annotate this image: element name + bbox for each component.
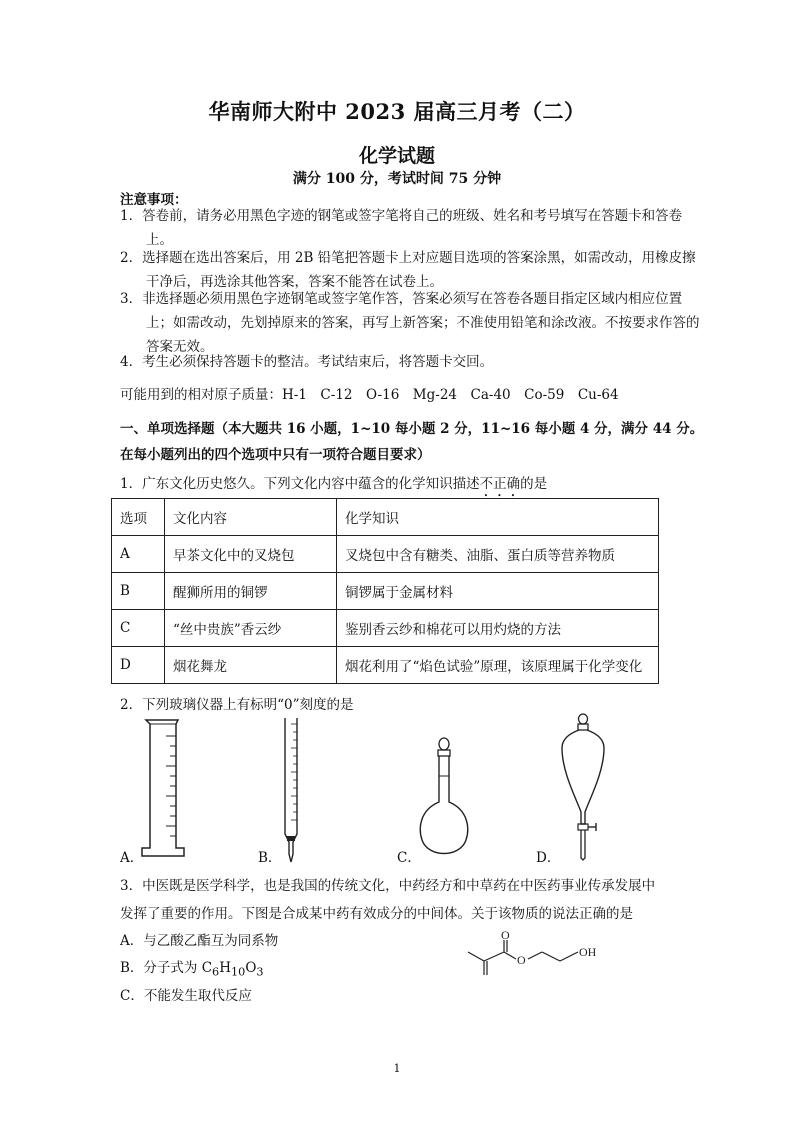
q1-table: [111, 498, 659, 684]
q1-stem-emphasis: 不正确: [479, 476, 521, 492]
notice-item-2: 2．选择题在选出答案后，用 2B 铅笔把答题卡上对应题目选项的答案涂黑，如需改动，用橡皮擦干净后，再选涂其他答案，答案不能答在试卷上。: [120, 250, 696, 290]
ester-oxygen-label: O: [517, 953, 526, 967]
score-line: 满分 100 分，考试时间 75 分钟: [292, 171, 502, 187]
q3-sub-h: 10: [231, 965, 246, 979]
table-header-row: [112, 499, 659, 536]
q2-stem: 2．下列玻璃仪器上有标明“0”刻度的是: [120, 697, 354, 713]
hydroxyl-label: OH: [579, 945, 597, 959]
q2-option-b: B．: [258, 850, 282, 866]
notice-item-4: 4．考生必须保持答题卡的整洁。考试结束后，将答题卡交回。: [120, 354, 494, 370]
q2-option-c: C．: [397, 850, 421, 866]
q3-sub-o: 3: [256, 965, 264, 979]
table-cell: C: [112, 610, 165, 647]
table-header-cell: 化学知识: [337, 499, 659, 536]
table-cell: 早茶文化中的叉烧包: [165, 536, 337, 573]
q3-stem-line1: 3．中医既是医学科学，也是我国的传统文化，中药经方和中草药在中医药事业传承发展中: [120, 878, 656, 894]
q2-option-d: D．: [536, 850, 561, 866]
table-row: [112, 573, 659, 610]
graduated-cylinder-icon: [140, 716, 190, 861]
q1-stem: [120, 472, 547, 500]
atomic-masses: 可能用到的相对原子质量：H-1 C-12 O-16 Mg-24 Ca-40 Co-59 Cu-64: [120, 387, 619, 403]
notice-item-3: 3．非选择题必须用黑色字迹钢笔或签字笔作答，答案必须写在答卷各题目指定区域内相应位置上；如需改动，先划掉原来的答案，再写上新答案；不准使用铅笔和涂改液。不按要求作答的答案无效。: [120, 291, 700, 355]
table-cell: 醒狮所用的铜锣: [165, 573, 337, 610]
q3-option-b-prefix: B．分子式为 C: [120, 960, 213, 976]
table-row: [112, 647, 659, 684]
section-heading-line2: 在每小题列出的四个选项中只有一项符合题目要求）: [120, 447, 431, 463]
table-header-cell: 选项: [112, 499, 165, 536]
q3-option-a: A．与乙酸乙酯互为同系物: [120, 933, 279, 949]
table-cell: 铜锣属于金属材料: [337, 573, 659, 610]
q3-option-b: [120, 956, 264, 979]
table-header-cell: 文化内容: [165, 499, 337, 536]
notice-item-1: 1．答卷前，请务必用黑色字迹的钢笔或签字笔将自己的班级、姓名和考号填写在答题卡和答卷上。: [120, 208, 683, 248]
q3-option-b-h: H: [219, 960, 231, 976]
table-row: [112, 536, 659, 573]
molecule-structure: [462, 928, 612, 978]
volumetric-flask-icon: [416, 736, 472, 862]
carbonyl-oxygen-label: O: [501, 928, 510, 942]
exam-title: 华南师大附中 2023 届高三月考（二）: [208, 99, 586, 124]
table-row: [112, 610, 659, 647]
table-cell: “丝中贵族”香云纱: [165, 610, 337, 647]
table-cell: A: [112, 536, 165, 573]
section-heading-line1: 一、单项选择题（本大题共 16 小题，1~10 每小题 2 分，11~16 每小题 4 分，满分 44 分。: [120, 421, 704, 437]
table-cell: 烟花舞龙: [165, 647, 337, 684]
table-cell: B: [112, 573, 165, 610]
burette-icon: [282, 716, 302, 864]
separatory-funnel-icon: [556, 712, 610, 862]
table-cell: D: [112, 647, 165, 684]
table-cell: 烟花利用了“焰色试验”原理，该原理属于化学变化: [337, 647, 659, 684]
q1-stem-before: 1．广东文化历史悠久。下列文化内容中蕴含的化学知识描述: [120, 476, 480, 492]
q3-option-b-o: O: [245, 960, 257, 976]
table-cell: 叉烧包中含有糖类、油脂、蛋白质等营养物质: [337, 536, 659, 573]
notice-heading: 注意事项：: [120, 192, 188, 208]
q3-stem-line2: 发挥了重要的作用。下图是合成某中药有效成分的中间体。关于该物质的说法正确的是: [120, 906, 633, 922]
q3-sub-c: 6: [212, 965, 220, 979]
page-number: 1: [393, 1062, 401, 1075]
exam-subtitle: 化学试题: [358, 145, 435, 167]
table-cell: 鉴别香云纱和棉花可以用灼烧的方法: [337, 610, 659, 647]
q3-option-c: C．不能发生取代反应: [120, 988, 252, 1004]
q2-option-a: A．: [120, 850, 144, 866]
q1-stem-after: 的是: [520, 476, 548, 492]
